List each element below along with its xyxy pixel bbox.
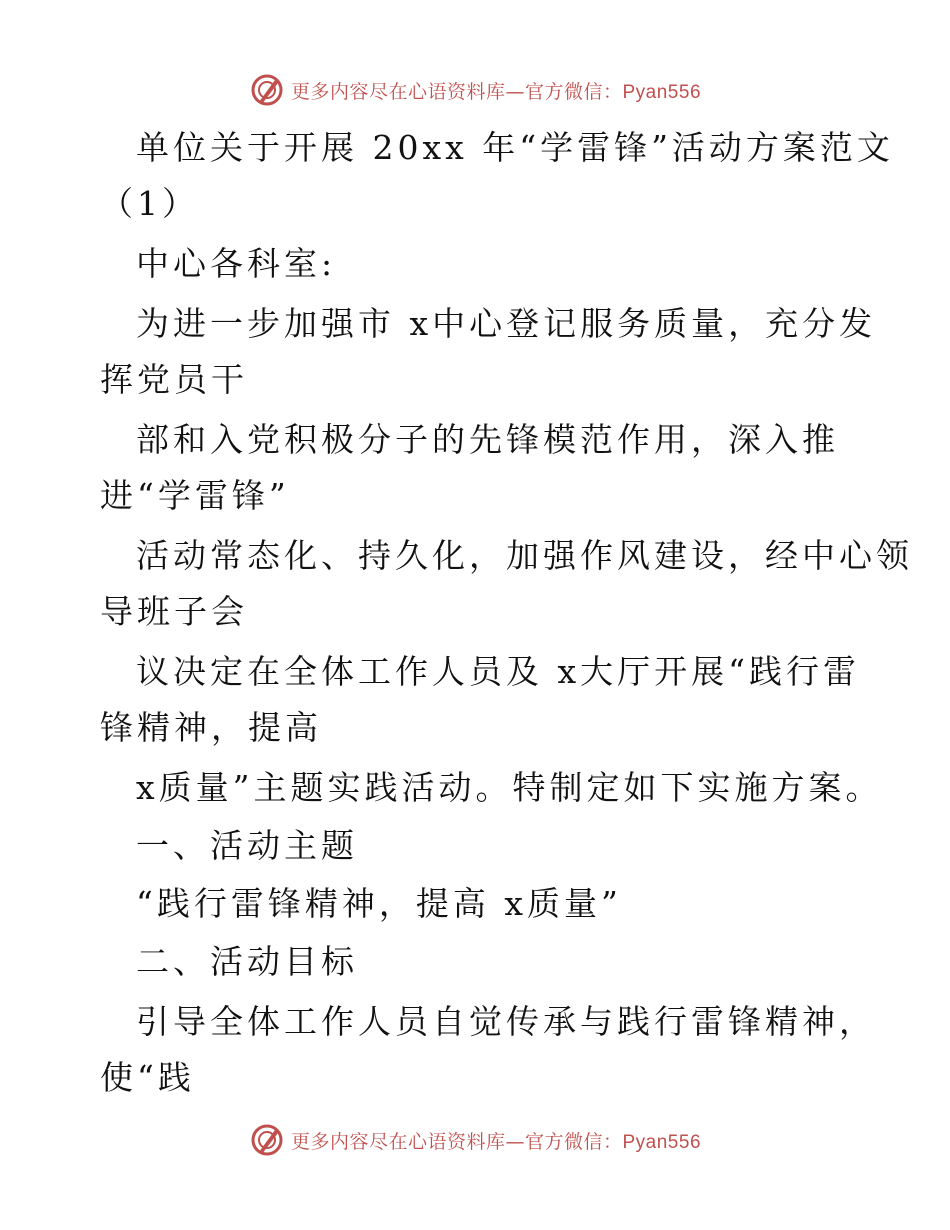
section-heading: 二、活动目标 [136, 942, 358, 981]
paragraph-line: 引导全体工作人员自觉传承与践行雷锋精神， [136, 1002, 876, 1041]
paragraph-line: 挥党员干 [100, 360, 248, 399]
section-heading: 一、活动主题 [136, 826, 358, 865]
pen-logo-icon [249, 72, 285, 108]
paragraph-line: 使“践 [100, 1058, 195, 1097]
watermark-header [0, 70, 950, 110]
watermark-text: 更多内容尽在心语资料库—官方微信：Pyan556 [290, 1130, 702, 1153]
paragraph-line: x质量”主题实践活动。特制定如下实施方案。 [136, 768, 883, 807]
paragraph-line: 活动常态化、持久化，加强作风建设，经中心领 [136, 536, 913, 575]
paragraph-line: 为进一步加强市 x中心登记服务质量，充分发 [136, 304, 877, 343]
theme-statement: “践行雷锋精神，提高 x质量” [136, 884, 622, 923]
watermark-footer [0, 1120, 950, 1160]
paragraph-line: 议决定在全体工作人员及 x大厅开展“践行雷 [136, 652, 860, 691]
watermark-text: 更多内容尽在心语资料库—官方微信：Pyan556 [290, 80, 702, 103]
paragraph-line: 进“学雷锋” [100, 476, 290, 515]
paragraph-line: 导班子会 [100, 592, 248, 631]
document-title: 单位关于开展 20xx 年“学雷锋”活动方案范文 [136, 128, 894, 167]
paragraph-line: 锋精神，提高 [100, 708, 322, 747]
title-suffix: （1） [100, 184, 199, 223]
paragraph-line: 部和入党积极分子的先锋模范作用，深入推 [136, 420, 839, 459]
pen-logo-icon [249, 1122, 285, 1158]
salutation: 中心各科室: [136, 244, 337, 283]
